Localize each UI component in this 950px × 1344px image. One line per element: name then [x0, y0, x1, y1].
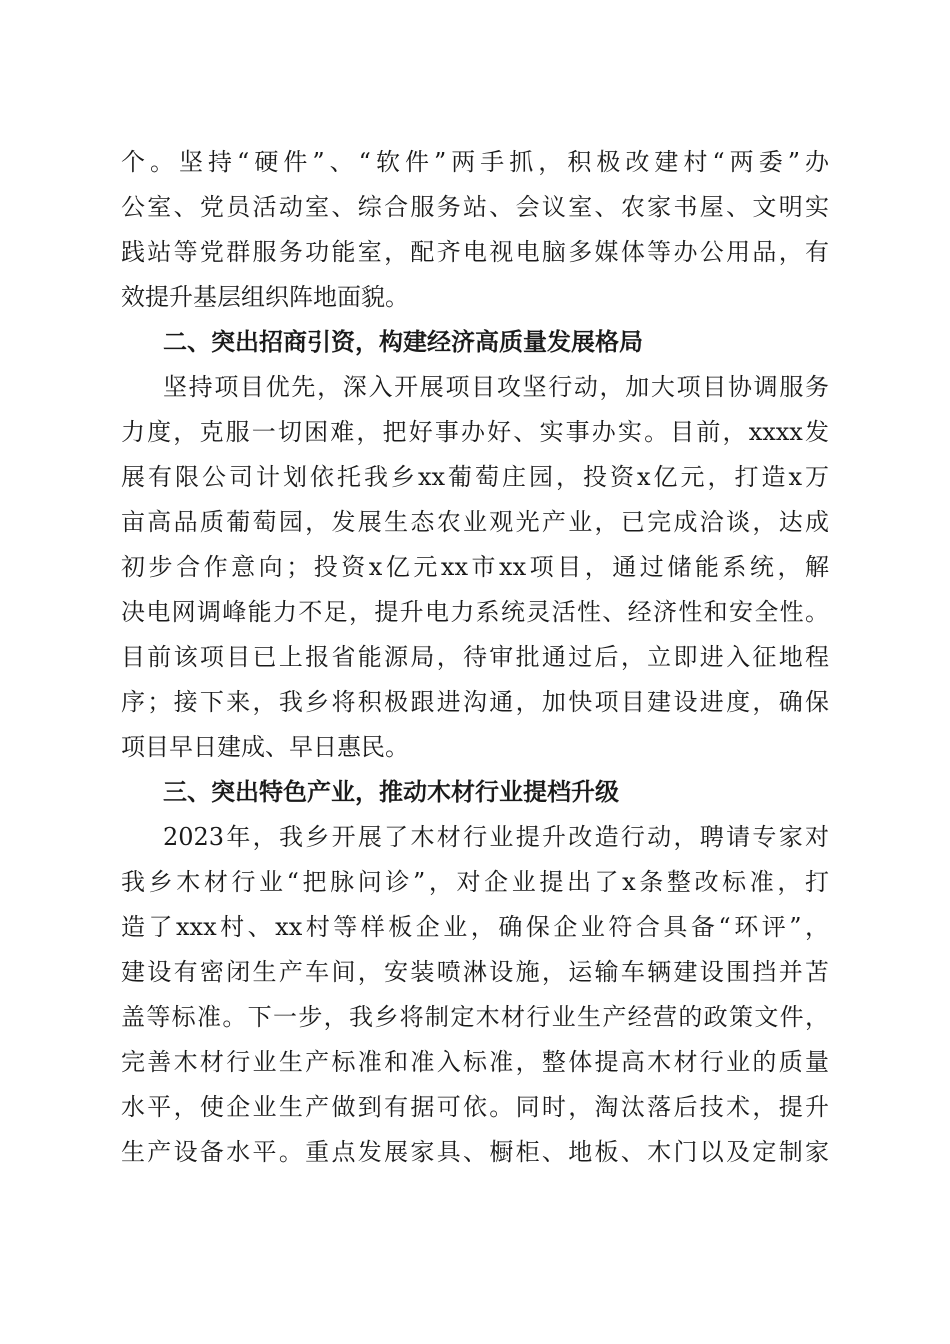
paragraph-line: 目前该项目已上报省能源局，待审批通过后，立即进入征地程 [121, 643, 829, 671]
paragraph-line: 展有限公司计划依托我乡xx葡萄庄园，投资x亿元，打造x万 [121, 463, 829, 491]
paragraph-line: 力度，克服一切困难，把好事办好、实事办实。目前，xxxx发 [121, 418, 829, 446]
paragraph-line: 完善木材行业生产标准和准入标准，整体提高木材行业的质量 [121, 1048, 829, 1076]
paragraph-line: 效提升基层组织阵地面貌。 [121, 283, 409, 311]
paragraph-line: 造了xxx村、xx村等样板企业，确保企业符合具备“环评”， [121, 913, 829, 941]
paragraph-line: 建设有密闭生产车间，安装喷淋设施，运输车辆建设围挡并苫 [121, 958, 829, 986]
paragraph-line: 生产设备水平。重点发展家具、橱柜、地板、木门以及定制家 [121, 1138, 829, 1166]
paragraph-line: 公室、党员活动室、综合服务站、会议室、农家书屋、文明实 [121, 193, 829, 221]
paragraph-line: 2023年，我乡开展了木材行业提升改造行动，聘请专家对 [163, 823, 829, 851]
paragraph-line: 盖等标准。下一步，我乡将制定木材行业生产经营的政策文件， [121, 1003, 829, 1031]
section-heading: 三、突出特色产业，推动木材行业提档升级 [163, 778, 619, 806]
paragraph-line: 决电网调峰能力不足，提升电力系统灵活性、经济性和安全性。 [121, 598, 829, 626]
paragraph-line: 序；接下来，我乡将积极跟进沟通，加快项目建设进度，确保 [121, 688, 829, 716]
paragraph-line: 初步合作意向；投资x亿元xx市xx项目，通过储能系统，解 [121, 553, 829, 581]
paragraph-line: 水平，使企业生产做到有据可依。同时，淘汰落后技术，提升 [121, 1093, 829, 1121]
paragraph-line: 亩高品质葡萄园，发展生态农业观光产业，已完成洽谈，达成 [121, 508, 829, 536]
paragraph-line: 坚持项目优先，深入开展项目攻坚行动，加大项目协调服务 [163, 373, 829, 401]
paragraph-line: 践站等党群服务功能室，配齐电视电脑多媒体等办公用品，有 [121, 238, 829, 266]
paragraph-line: 项目早日建成、早日惠民。 [121, 733, 409, 761]
paragraph-line: 我乡木材行业“把脉问诊”，对企业提出了x条整改标准，打 [121, 868, 829, 896]
paragraph-line: 个。坚持“硬件”、“软件”两手抓，积极改建村“两委”办 [121, 148, 829, 176]
section-heading: 二、突出招商引资，构建经济高质量发展格局 [163, 328, 643, 356]
